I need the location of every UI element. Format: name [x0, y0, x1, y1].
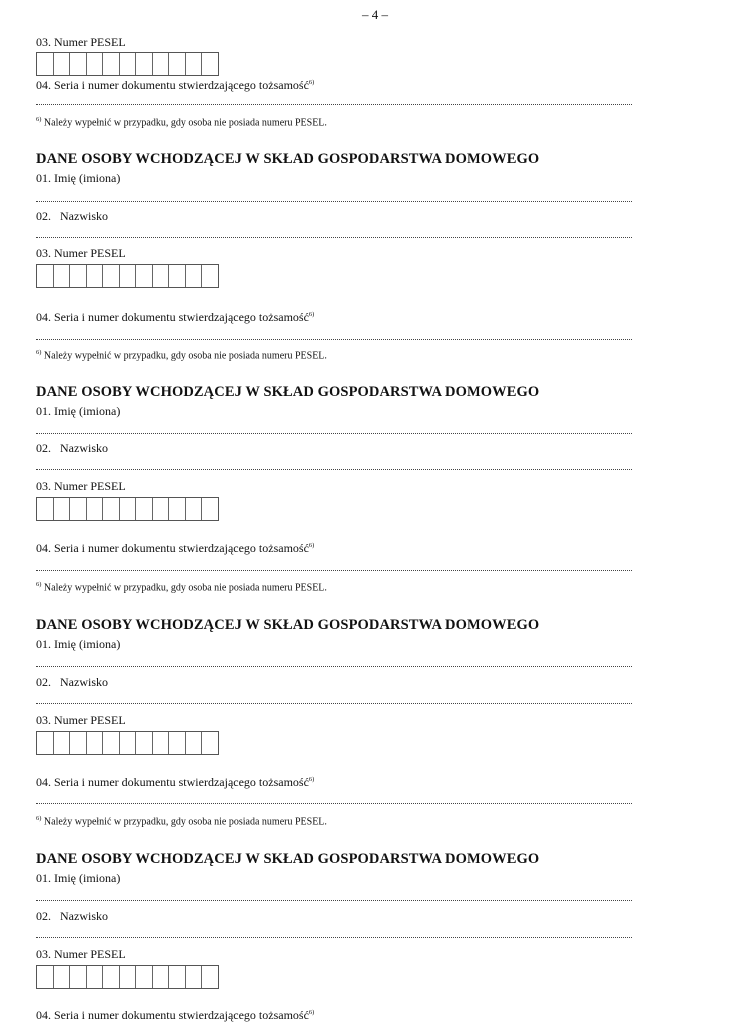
- pesel-label: 03. Numer PESEL: [36, 947, 126, 961]
- pesel-input[interactable]: [36, 264, 219, 288]
- first-name-field[interactable]: [36, 433, 632, 434]
- last-name-label: 02. Nazwisko: [36, 441, 108, 455]
- footnote: $^{6)}$ Należy wypełnić w przypadku, gdy osoba nie posiada numeru PESEL.: [36, 349, 327, 362]
- pesel-label: 03. Numer PESEL: [36, 713, 126, 727]
- section-heading: DANE OSOBY WCHODZĄCEJ W SKŁAD GOSPODARSTWA DOMOWEGO: [36, 851, 540, 867]
- footnote: $^{6)}$ Należy wypełnić w przypadku, gdy osoba nie posiada numeru PESEL.: [36, 116, 327, 129]
- document-field[interactable]: [36, 803, 632, 804]
- last-name-label: 02. Nazwisko: [36, 209, 108, 223]
- footnote: $^{6)}$ Należy wypełnić w przypadku, gdy osoba nie posiada numeru PESEL.: [36, 815, 327, 828]
- last-name-field[interactable]: [36, 703, 632, 704]
- last-name-field[interactable]: [36, 937, 632, 938]
- footnote: $^{6)}$ Należy wypełnić w przypadku, gdy osoba nie posiada numeru PESEL.: [36, 581, 327, 594]
- section-heading: DANE OSOBY WCHODZĄCEJ W SKŁAD GOSPODARSTWA DOMOWEGO: [36, 617, 540, 633]
- pesel-label: 03. Numer PESEL: [36, 479, 126, 493]
- document-label: 04. Seria i numer dokumentu stwierdzającego tożsamość$^{6)}$: [36, 775, 315, 789]
- pesel-label: 03. Numer PESEL: [36, 246, 126, 260]
- document-label: 04. Seria i numer dokumentu stwierdzającego tożsamość$^{6)}$: [36, 78, 315, 92]
- first-name-field[interactable]: [36, 666, 632, 667]
- last-name-label: 02. Nazwisko: [36, 675, 108, 689]
- document-label: 04. Seria i numer dokumentu stwierdzającego tożsamość$^{6)}$: [36, 310, 315, 324]
- first-name-label: 01. Imię (imiona): [36, 871, 121, 885]
- first-name-field[interactable]: [36, 201, 632, 202]
- section-heading: DANE OSOBY WCHODZĄCEJ W SKŁAD GOSPODARSTWA DOMOWEGO: [36, 384, 540, 400]
- last-name-label: 02. Nazwisko: [36, 909, 108, 923]
- document-field[interactable]: [36, 104, 632, 105]
- first-name-label: 01. Imię (imiona): [36, 637, 121, 651]
- document-field[interactable]: [36, 570, 632, 571]
- pesel-input[interactable]: [36, 497, 219, 521]
- section-heading: DANE OSOBY WCHODZĄCEJ W SKŁAD GOSPODARSTWA DOMOWEGO: [36, 151, 540, 167]
- document-label: 04. Seria i numer dokumentu stwierdzającego tożsamość$^{6)}$: [36, 541, 315, 555]
- last-name-field[interactable]: [36, 237, 632, 238]
- pesel-label: 03. Numer PESEL: [36, 35, 126, 49]
- last-name-field[interactable]: [36, 469, 632, 470]
- pesel-input[interactable]: [36, 52, 219, 76]
- first-name-label: 01. Imię (imiona): [36, 171, 121, 185]
- document-label: 04. Seria i numer dokumentu stwierdzającego tożsamość$^{6)}$: [36, 1008, 315, 1022]
- pesel-input[interactable]: [36, 965, 219, 989]
- first-name-field[interactable]: [36, 900, 632, 901]
- document-field[interactable]: [36, 339, 632, 340]
- pesel-input[interactable]: [36, 731, 219, 755]
- page-number: – 4 –: [362, 7, 388, 22]
- first-name-label: 01. Imię (imiona): [36, 404, 121, 418]
